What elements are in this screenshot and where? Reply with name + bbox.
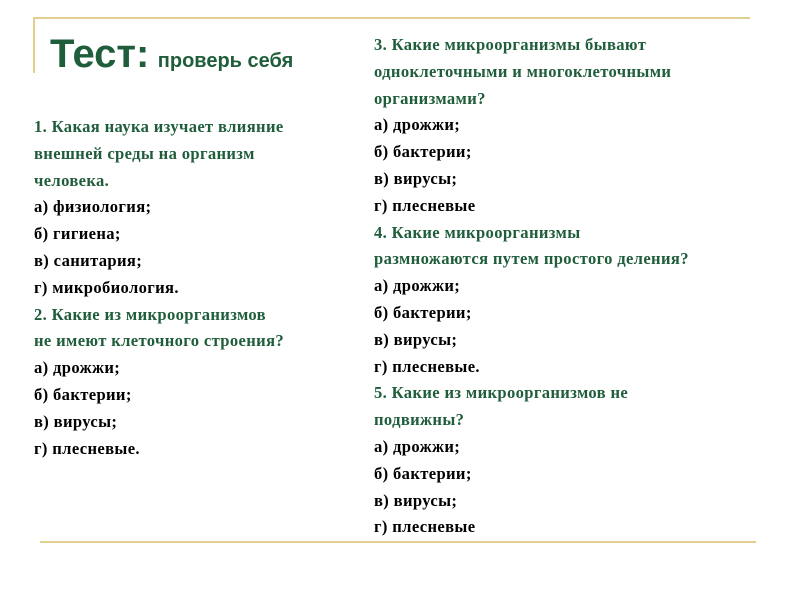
title-main: Тест:: [50, 32, 150, 76]
question-line: подвижны?: [374, 410, 465, 430]
answer-option: а) физиология;: [34, 197, 152, 217]
answer-option: в) вирусы;: [374, 490, 458, 510]
answer-option: б) бактерии;: [374, 463, 472, 483]
answer-option: в) вирусы;: [374, 168, 458, 188]
answer-option: в) санитария;: [34, 250, 143, 270]
answer-option: г) микробиология.: [34, 277, 179, 297]
answer-option: а) дрожжи;: [34, 358, 121, 378]
left-question-column: [34, 114, 374, 462]
question-line: 2. Какие из микроорганизмов: [34, 304, 266, 324]
slide-title: [50, 32, 293, 77]
answer-option: в) вирусы;: [374, 329, 458, 349]
answer-option: г) плесневые: [374, 517, 476, 537]
answer-option: а) дрожжи;: [374, 115, 461, 135]
question-line: не имеют клеточного строения?: [34, 331, 285, 351]
answer-option: в) вирусы;: [34, 411, 118, 431]
answer-option: б) бактерии;: [374, 302, 472, 322]
answer-option: г) плесневые.: [34, 438, 140, 458]
question-line: организмами?: [374, 88, 486, 108]
answer-option: а) дрожжи;: [374, 436, 461, 456]
question-line: 3. Какие микроорганизмы бывают: [374, 35, 647, 54]
answer-option: б) бактерии;: [374, 142, 472, 162]
question-line: размножаются путем простого деления?: [374, 249, 689, 269]
bottom-decorative-rule: [40, 541, 756, 543]
answer-option: г) плесневые: [374, 195, 476, 215]
question-line: внешней среды на организм: [34, 143, 255, 163]
left-vertical-rule: [33, 17, 35, 73]
question-line: одноклеточными и многоклеточными: [374, 61, 672, 81]
answer-option: б) бактерии;: [34, 384, 132, 404]
question-line: 5. Какие из микроорганизмов не: [374, 383, 629, 403]
question-line: человека.: [34, 170, 110, 190]
question-line: 4. Какие микроорганизмы: [374, 222, 581, 242]
answer-option: а) дрожжи;: [374, 276, 461, 296]
right-question-column: [374, 32, 784, 541]
top-decorative-rule: [34, 17, 750, 19]
question-line: 1. Какая наука изучает влияние: [34, 117, 284, 136]
answer-option: г) плесневые.: [374, 356, 480, 376]
title-subtitle: проверь себя: [157, 50, 294, 72]
answer-option: б) гигиена;: [34, 224, 121, 244]
